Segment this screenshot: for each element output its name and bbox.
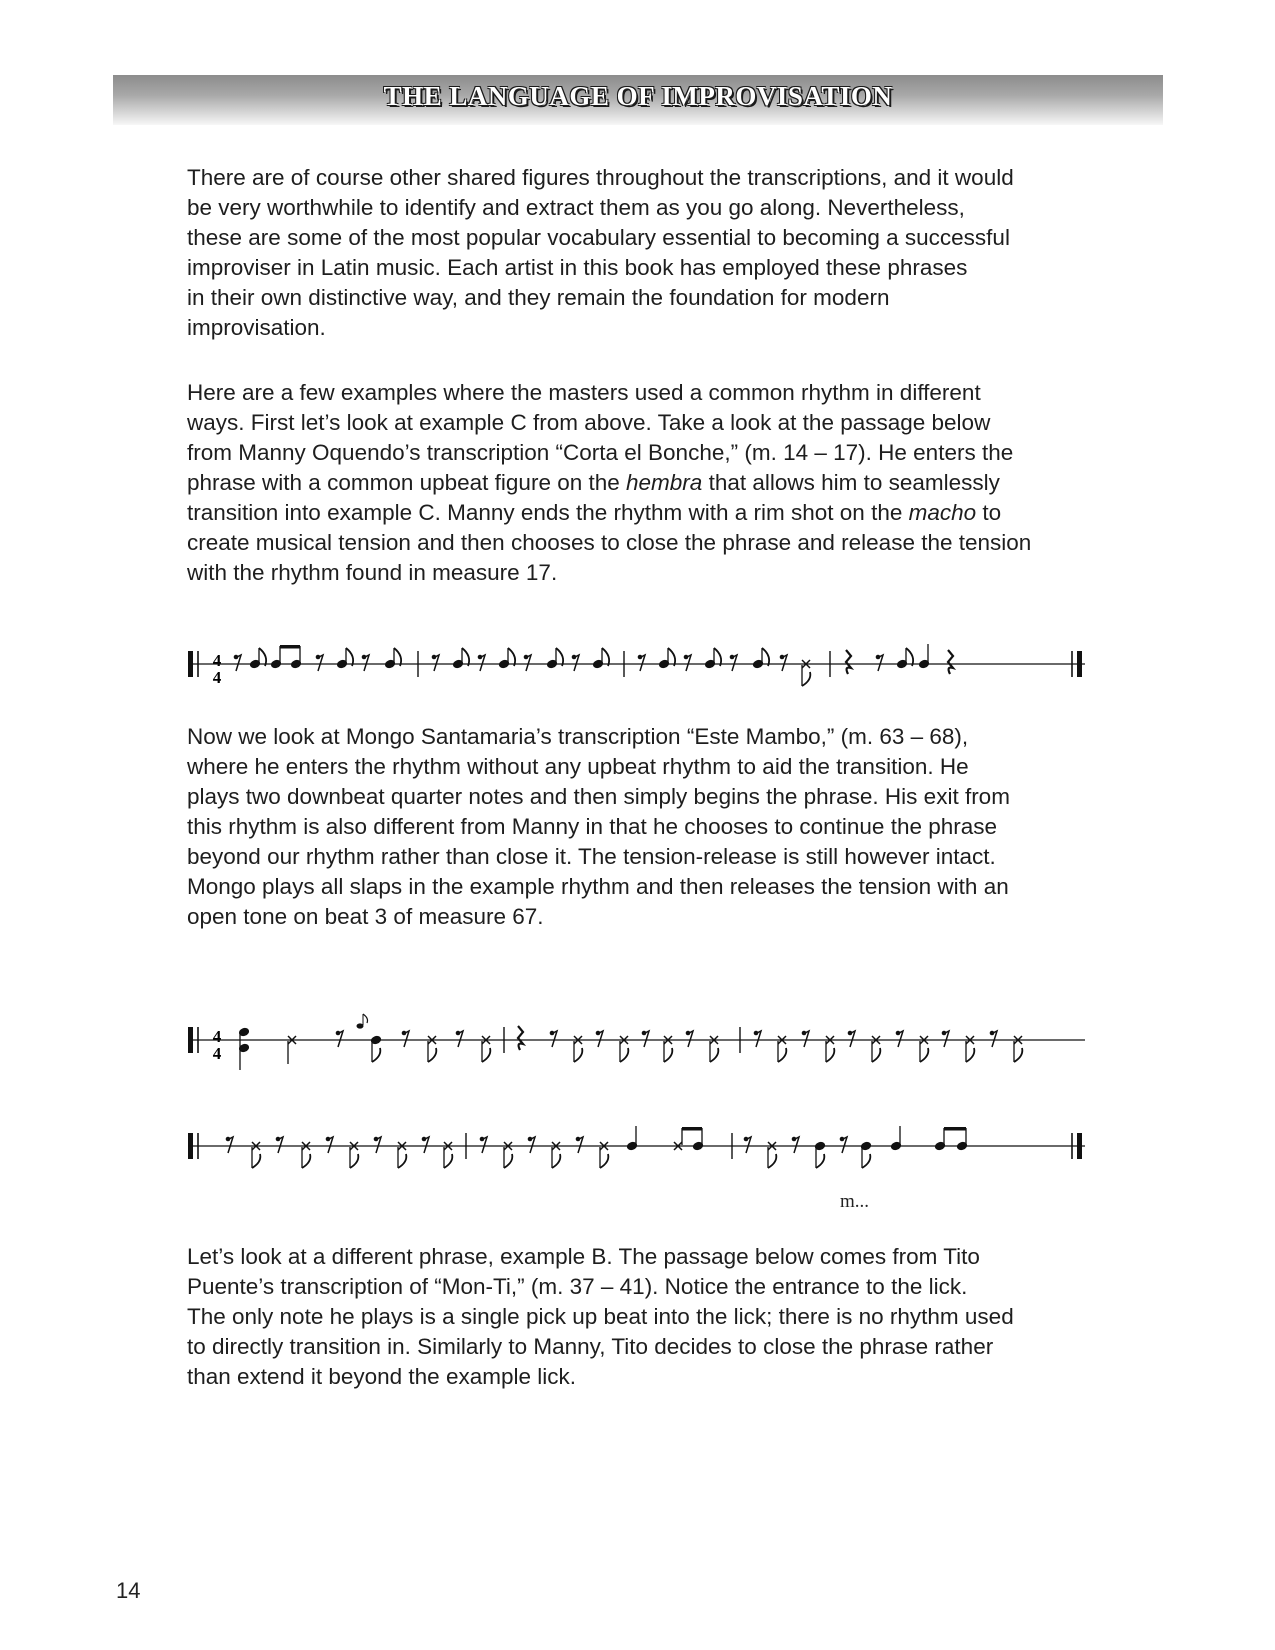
staff-mongo-santamaria-line-1 [180, 1006, 1090, 1096]
eighth-rest [642, 1031, 649, 1047]
eighth-rest [422, 1137, 429, 1153]
italic-term: hembra [626, 470, 703, 495]
eighth-rest [684, 655, 691, 671]
eighth-rest [572, 655, 579, 671]
text-line: improviser in Latin music. Each artist in this book has employed these phrases [187, 255, 968, 280]
text-line [187, 468, 1097, 498]
eighth-note [336, 648, 353, 669]
staff-mongo-santamaria-line-2 [180, 1112, 1090, 1192]
text-line [187, 498, 1097, 528]
text-line: create musical tension and then chooses to close the phrase and release the tension [187, 530, 1032, 555]
text-line: improvisation. [187, 315, 326, 340]
downbeat-chord [238, 1027, 250, 1070]
eighth-note [704, 648, 721, 669]
text-line: beyond our rhythm rather than close it. The tension-release is still however intact. [187, 844, 996, 869]
eighth-rest [336, 1031, 343, 1047]
text-line: where he enters the rhythm without any upbeat rhythm to aid the transition. He [187, 754, 969, 779]
text-fragment: transition into example C. Manny ends the rhythm with a rim shot on the [187, 500, 909, 525]
grace-note [357, 1014, 368, 1029]
eighth-rest [730, 655, 737, 671]
eighth-rest [792, 1137, 799, 1153]
eighth-rest [754, 1031, 761, 1047]
eighth-rest [316, 655, 323, 671]
eighth-rest [276, 1137, 283, 1153]
eighth-rest [374, 1137, 381, 1153]
eighth-rest [638, 655, 645, 671]
eighth-rest [550, 1031, 557, 1047]
text-line: open tone on beat 3 of measure 67. [187, 904, 544, 929]
eighth-rest [802, 1031, 809, 1047]
eighth-rest [362, 655, 369, 671]
text-line: Let’s look at a different phrase, example B. The passage below comes from Tito [187, 1244, 980, 1269]
text-line: plays two downbeat quarter notes and then simply begins the phrase. His exit from [187, 784, 1010, 809]
eighth-note [370, 1035, 382, 1062]
eighth-note [860, 1141, 872, 1168]
eighth-rest [576, 1137, 583, 1153]
eighth-rest [478, 655, 485, 671]
rhythm-notes [238, 1014, 1023, 1070]
staff-manny-oquendo [180, 630, 1090, 710]
text-line: in their own distinctive way, and they remain the foundation for modern [187, 285, 890, 310]
text-line: this rhythm is also different from Manny in that he chooses to continue the phrase [187, 814, 998, 839]
quarter-note [918, 644, 930, 669]
eighth-rest [990, 1031, 997, 1047]
eighth-rest [234, 655, 241, 671]
eighth-rest [848, 1031, 855, 1047]
eighth-note [384, 648, 401, 669]
text-line: Here are a few examples where the masters used a common rhythm in different [187, 380, 981, 405]
text-line: with the rhythm found in measure 17. [187, 560, 558, 585]
rhythm-notes [226, 1126, 969, 1168]
quarter-note [626, 1126, 638, 1151]
eighth-rest [528, 1137, 535, 1153]
svg-text:4: 4 [212, 1044, 222, 1063]
eighth-note [814, 1141, 826, 1168]
svg-text:4: 4 [212, 1027, 222, 1046]
notation-caption: m... [840, 1191, 870, 1212]
text-line: Puente’s transcription of “Mon-Ti,” (m. 37 – 41). Notice the entrance to the lick. [187, 1274, 968, 1299]
eighth-note [896, 648, 913, 669]
quarter-rest [948, 650, 953, 674]
svg-text:4: 4 [212, 651, 222, 670]
text-line: these are some of the most popular vocabulary essential to becoming a successful [187, 225, 1010, 250]
eighth-rest [780, 655, 787, 671]
text-line: The only note he plays is a single pick up beat into the lick; there is no rhythm used [187, 1304, 1014, 1329]
paragraph-manny-oquendo [187, 378, 1097, 588]
eighth-rest [744, 1137, 751, 1153]
text-line: There are of course other shared figures throughout the transcriptions, and it would [187, 165, 1014, 190]
eighth-rest [942, 1031, 949, 1047]
eighth-rest [876, 655, 883, 671]
eighth-rest [840, 1137, 847, 1153]
eighth-note [498, 648, 515, 669]
text-fragment: phrase with a common upbeat figure on the [187, 470, 627, 495]
eighth-note [752, 648, 769, 669]
text-line: Now we look at Mongo Santamaria’s transcription “Este Mambo,” (m. 63 – 68), [187, 724, 969, 749]
page-number: 14 [116, 1578, 141, 1603]
text-line: to directly transition in. Similarly to Manny, Tito decides to close the phrase rather [187, 1334, 994, 1359]
text-line: ways. First let’s look at example C from above. Take a look at the passage below [187, 410, 991, 435]
eighth-rest [432, 655, 439, 671]
eighth-rest [326, 1137, 333, 1153]
text-fragment: to [976, 500, 1002, 525]
eighth-note [546, 648, 563, 669]
eighth-rest [596, 1031, 603, 1047]
quarter-note [890, 1126, 902, 1151]
beamed-eighths [934, 1127, 968, 1151]
quarter-rest [518, 1026, 523, 1050]
eighth-rest [226, 1137, 233, 1153]
paragraph-tito-puente [187, 1242, 1097, 1392]
eighth-rest [480, 1137, 487, 1153]
text-fragment: that allows him to seamlessly [702, 470, 1000, 495]
time-signature [213, 651, 222, 687]
svg-text:4: 4 [212, 668, 222, 687]
page-title: THE LANGUAGE OF IMPROVISATION [383, 81, 893, 111]
eighth-note [592, 648, 609, 669]
eighth-note [658, 648, 675, 669]
eighth-note [249, 648, 266, 669]
beamed-eighths [270, 645, 302, 669]
italic-term: macho [908, 500, 977, 525]
text-line: be very worthwhile to identify and extract them as you go along. Nevertheless, [187, 195, 965, 220]
header-bar [113, 75, 1163, 125]
eighth-rest [402, 1031, 409, 1047]
eighth-rest [686, 1031, 693, 1047]
rhythm-notes [234, 644, 953, 686]
quarter-rest [846, 650, 851, 674]
text-line: Mongo plays all slaps in the example rhythm and then releases the tension with an [187, 874, 1009, 899]
text-line: from Manny Oquendo’s transcription “Corta el Bonche,” (m. 14 – 17). He enters the [187, 440, 1014, 465]
time-signature [213, 1027, 222, 1063]
beamed-eighths [674, 1127, 704, 1151]
eighth-rest [524, 655, 531, 671]
paragraph-intro [187, 163, 1097, 343]
text-line: than extend it beyond the example lick. [187, 1364, 576, 1389]
eighth-rest [456, 1031, 463, 1047]
eighth-rest [896, 1031, 903, 1047]
paragraph-mongo-santamaria [187, 722, 1097, 932]
eighth-note [452, 648, 469, 669]
